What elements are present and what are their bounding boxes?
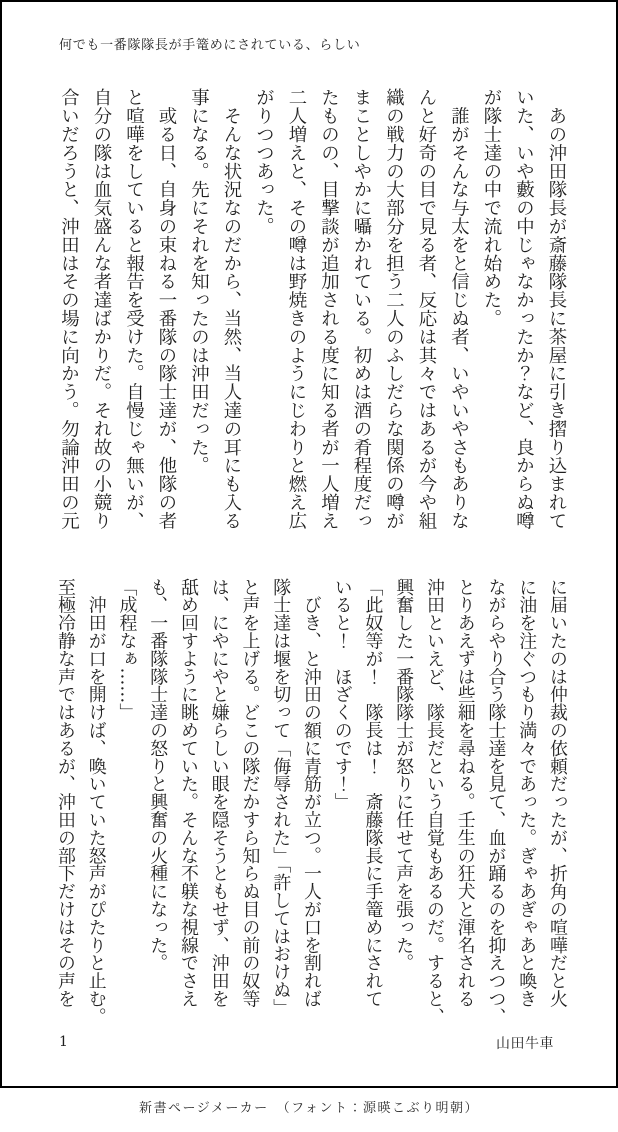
text-line: も、一番隊隊士達の怒りと興奮の火種になった。 (147, 578, 169, 972)
text-line: んと好奇の目で見る者、反応は其々ではあるが今や組 (416, 88, 437, 530)
text-line: 事になる。先にそれを知ったのは沖田だった。 (188, 88, 210, 475)
text-line: と喧嘩をしていると報告を受けた。自慢じゃ無いが、 (123, 88, 145, 530)
text-line: いた、いや藪の中じゃなかったか？など、良からぬ噂 (513, 88, 535, 530)
text-block-top (52, 88, 572, 536)
text-line: 沖田といえど、隊長だという自覚もあるのだ。すると、 (424, 578, 445, 1026)
footer-credit: 新書ページメーカー （フォント：源暎こぶり明朝） (139, 1101, 479, 1116)
text-line: いると！ ほざくのです！」 (331, 578, 353, 811)
text-line: 織の戦力の大部分を担う二人のふしだらな関係の噂が (383, 88, 405, 530)
text-line: そんな状況なのだから、当然、当人達の耳にも入る (221, 88, 242, 530)
text-line: に油を注ぐつもり満々であった。ぎゃあぎゃあと喚き (516, 578, 538, 1008)
text-line: 沖田が口を開けば、喚いていた怒声がぴたりと止む。 (85, 578, 107, 1026)
text-line: 隊士達は堰を切って「侮辱された」「許してはおけぬ」 (270, 578, 292, 1017)
text-block-bottom (49, 578, 572, 1026)
text-line: 興奮した一番隊隊士が怒りに任せて声を張った。 (393, 578, 415, 972)
text-line: 或る日、自身の束ねる一番隊の隊士達が、他隊の者 (156, 88, 177, 530)
text-line: 合いだろうと、沖田はその場に向かう。勿論沖田の元 (58, 88, 80, 530)
text-line: びき、と沖田の額に青筋が立つ。一人が口を割れば (301, 578, 322, 1008)
text-line: がりつつあった。 (253, 88, 275, 236)
text-line: に届いたのは仲裁の依頼だったが、折角の喧嘩だと火 (547, 578, 568, 1008)
text-line: ながらやり合う隊士達を見て、血が踊るのを抑えつつ、 (485, 578, 507, 1026)
page-number: 1 (59, 1034, 68, 1050)
text-line: 自分の隊は血気盛んな者達ばかりだ。それ故の小競り (91, 88, 112, 530)
text-line: あの沖田隊長が斎藤隊長に茶屋に引き摺り込まれて (546, 88, 567, 530)
text-line: 「此奴等が！ 隊長は！ 斎藤隊長に手篭めにされて (362, 578, 384, 1008)
text-line: まことしやかに囁かれている。初めは酒の肴程度だっ (351, 88, 372, 530)
text-line: 「成程なぁ……」 (116, 578, 138, 722)
page-header-title: 何でも一番隊隊長が手篭めにされている、らしい (59, 38, 361, 53)
text-line: 舐め回すように眺めていた。そんな不躾な視線でさえ (178, 578, 199, 1008)
text-line: は、にやにやと嫌らしい眼を隠そうともせず、沖田を (208, 578, 230, 1008)
text-line: 二人増えと、その噂は野焼きのようにじわりと燃え広 (286, 88, 307, 530)
text-line: が隊士達の中で流れ始めた。 (481, 88, 502, 328)
text-line: 誰がそんな与太をと信じぬ者、いやいやさもありな (448, 88, 470, 530)
text-line: 至極冷静な声ではあるが、沖田の部下だけはその声を (55, 578, 76, 1008)
text-line: とりあえずは些細を尋ねる。壬生の狂犬と渾名される (454, 578, 476, 1008)
text-line: たものの、目撃談が追加される度に知る者が一人増え (318, 88, 340, 530)
author-name: 山田牛車 (496, 1036, 554, 1052)
text-line: と声を上げる。どこの隊だかすら知らぬ目の前の奴等 (239, 578, 261, 1008)
